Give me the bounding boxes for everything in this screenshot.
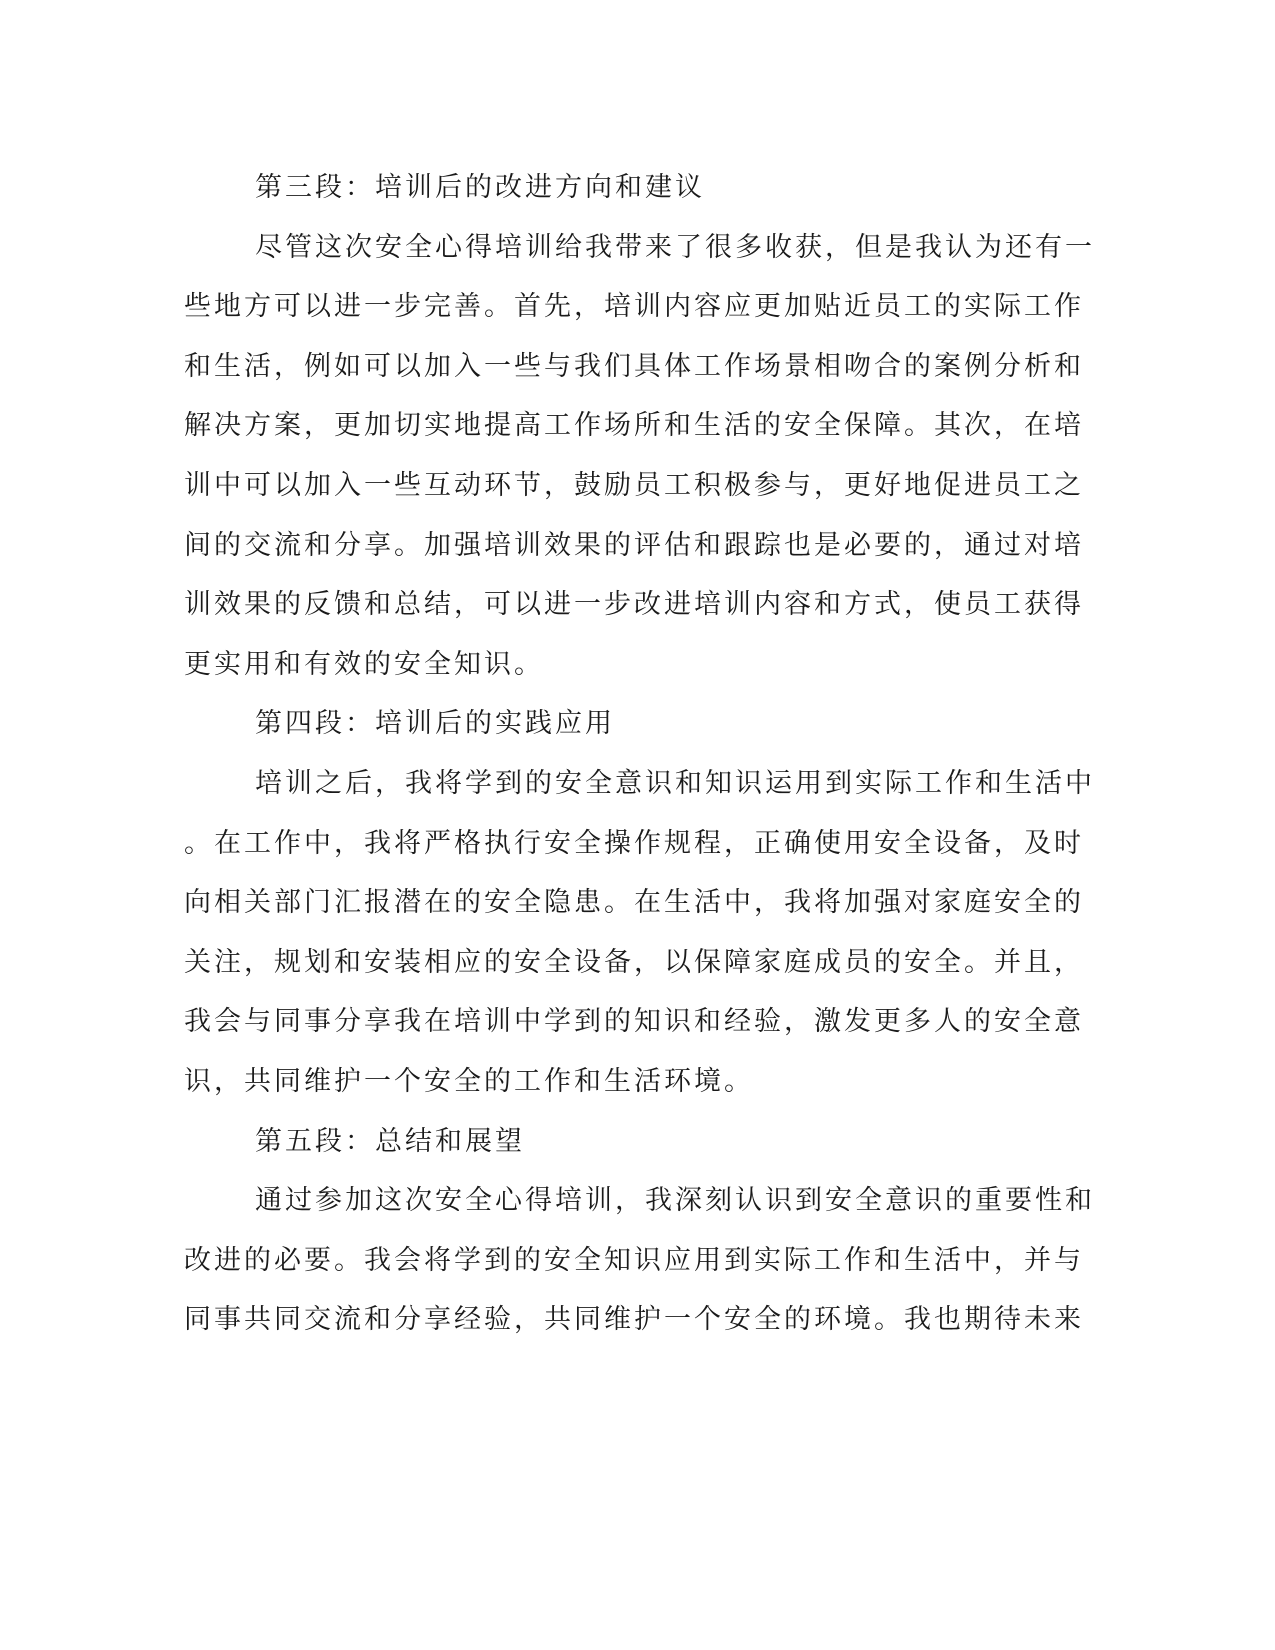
paragraph-line: 同事共同交流和分享经验，共同维护一个安全的环境。我也期待未来: [184, 1304, 1084, 1336]
paragraph-line: 关注，规划和安装相应的安全设备，以保障家庭成员的安全。并且，: [184, 946, 1084, 978]
paragraph-line: 我会与同事分享我在培训中学到的知识和经验，激发更多人的安全意: [184, 1006, 1084, 1038]
paragraph-line: 训中可以加入一些互动环节，鼓励员工积极参与，更好地促进员工之: [184, 469, 1084, 501]
paragraph-line: 训效果的反馈和总结，可以进一步改进培训内容和方式，使员工获得: [184, 589, 1084, 621]
paragraph-line: 改进的必要。我会将学到的安全知识应用到实际工作和生活中，并与: [184, 1244, 1084, 1276]
section-heading-3: 第三段：培训后的改进方向和建议: [255, 172, 705, 203]
section-heading-4: 第四段：培训后的实践应用: [255, 708, 615, 740]
paragraph-line: 尽管这次安全心得培训给我带来了很多收获，但是我认为还有一: [255, 231, 1095, 263]
section-heading-5: 第五段：总结和展望: [255, 1125, 525, 1157]
paragraph-line: 通过参加这次安全心得培训，我深刻认识到安全意识的重要性和: [255, 1185, 1095, 1217]
paragraph-line: 更实用和有效的安全知识。: [184, 648, 544, 680]
paragraph-line: 培训之后，我将学到的安全意识和知识运用到实际工作和生活中: [255, 767, 1095, 799]
paragraph-line: 识，共同维护一个安全的工作和生活环境。: [184, 1065, 754, 1097]
paragraph-line: 。在工作中，我将严格执行安全操作规程，正确使用安全设备，及时: [184, 827, 1084, 859]
paragraph-line: 向相关部门汇报潜在的安全隐患。在生活中，我将加强对家庭安全的: [184, 887, 1084, 919]
paragraph-line: 解决方案，更加切实地提高工作场所和生活的安全保障。其次，在培: [184, 410, 1084, 442]
paragraph-line: 些地方可以进一步完善。首先，培训内容应更加贴近员工的实际工作: [184, 291, 1084, 323]
paragraph-line: 间的交流和分享。加强培训效果的评估和跟踪也是必要的，通过对培: [184, 529, 1084, 561]
paragraph-line: 和生活，例如可以加入一些与我们具体工作场景相吻合的案例分析和: [184, 350, 1084, 382]
document-body: [184, 158, 1095, 1350]
